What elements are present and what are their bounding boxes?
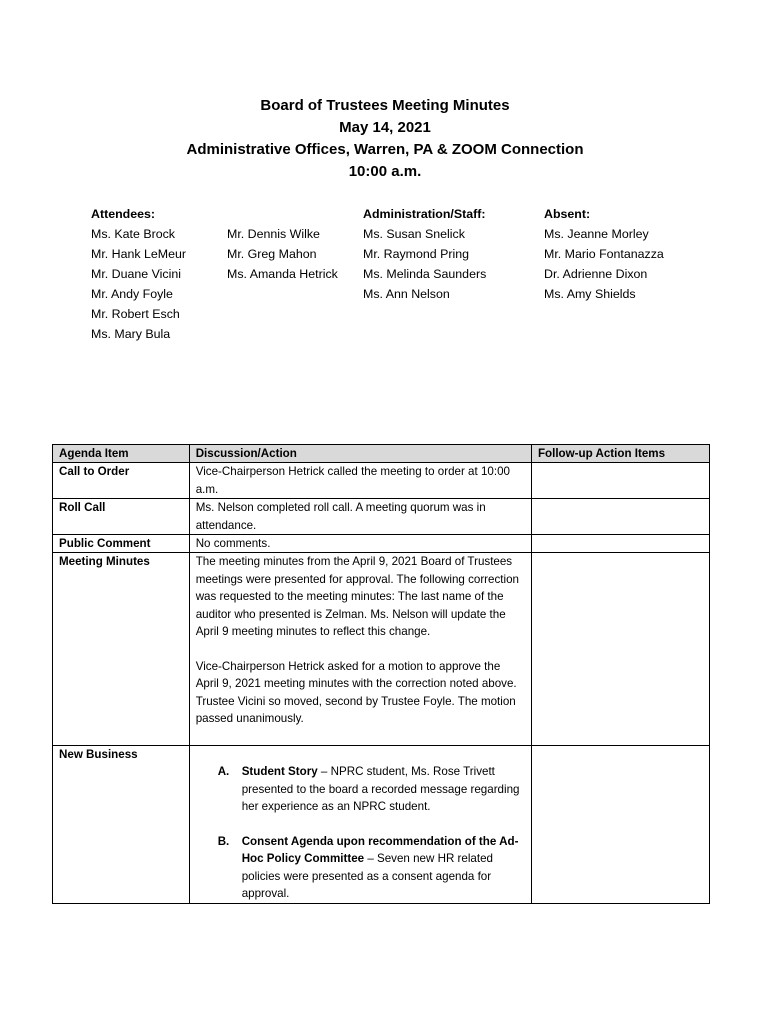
list-item-text: – Seven new HR related policies were presented as a consent agenda for approval. [241,852,493,901]
column-header-discussion: Discussion/Action [189,445,531,463]
discussion-paragraph: Vice-Chairperson Hetrick asked for a motion to approve the April 9, 2021 meeting minutes with the correction noted above. Trustee Vicini so moved, second by Trustee Foyle. The motion passed unanimously. [195,659,517,726]
staff-name: Mr. Raymond Pring [363,247,470,261]
meeting-location: Administrative Offices, Warren, PA & ZOOM Connection [186,141,584,158]
table-row [53,745,710,903]
attendee-name: Ms. Mary Bula [91,327,171,341]
list-item [196,833,525,903]
discussion-cell: Ms. Nelson completed roll call. A meeting quorum was in attendance. [189,499,531,535]
absent-name: Dr. Adrienne Dixon [544,267,648,281]
agenda-item-roll-call: Roll Call [53,499,190,535]
discussion-cell: Vice-Chairperson Hetrick called the meeting to order at 10:00 a.m. [189,463,531,499]
attendees-column-1 [91,204,186,344]
absent-heading: Absent: [544,207,591,221]
list-item-title: Student Story [241,765,318,779]
attendee-name: Mr. Dennis Wilke [227,227,320,241]
attendees-column-2 [227,204,338,284]
discussion-paragraph: The meeting minutes from the April 9, 2021 Board of Trustees meetings were presented for approval. The following correction was requested to the meeting minutes: The last name of the auditor who presented is Zelman. Ms. Nelson will update the April 9 meeting minutes to reflect this change. [195,555,519,639]
list-item-text: – NPRC student, Ms. Rose Trivett presented to the board a recorded message regarding her experience as an NPRC student. [241,765,520,814]
column-header-agenda-item: Agenda Item [53,445,190,463]
discussion-cell: No comments. [189,535,531,553]
followup-cell [531,499,709,535]
followup-cell [531,745,709,903]
attendee-name: Mr. Andy Foyle [91,287,173,301]
attendees-heading: Attendees: [91,207,156,221]
list-item [196,763,525,815]
agenda-item-new-business: New Business [53,745,190,903]
discussion-cell [189,745,531,903]
administration-column [363,204,486,304]
table-row [53,535,710,553]
list-letter: A. [217,765,230,779]
attendee-name: Ms. Amanda Hetrick [227,267,338,281]
document-title: Board of Trustees Meeting Minutes [260,97,510,114]
administration-heading: Administration/Staff: [363,207,486,221]
staff-name: Ms. Ann Nelson [363,287,450,301]
attendee-name: Mr. Duane Vicini [91,267,181,281]
attendee-name: Ms. Kate Brock [91,227,176,241]
absent-name: Mr. Mario Fontanazza [544,247,664,261]
agenda-item-meeting-minutes: Meeting Minutes [53,553,190,745]
agenda-table [52,444,710,904]
agenda-item-call-to-order: Call to Order [53,463,190,499]
staff-name: Ms. Susan Snelick [363,227,465,241]
absent-name: Ms. Amy Shields [544,287,636,301]
agenda-item-public-comment: Public Comment [53,535,190,553]
list-item-title: Consent Agenda upon recommendation of the Ad-Hoc Policy Committee [241,834,519,866]
document-header [0,95,770,183]
followup-cell [531,535,709,553]
column-header-followup: Follow-up Action Items [531,445,709,463]
table-row [53,553,710,745]
table-row [53,499,710,535]
table-header-row [53,445,710,463]
attendee-name: Mr. Hank LeMeur [91,247,187,261]
meeting-date: May 14, 2021 [339,119,431,136]
list-letter: B. [217,834,230,848]
discussion-cell [189,553,531,745]
absent-column [544,204,664,304]
absent-name: Ms. Jeanne Morley [544,227,649,241]
staff-name: Ms. Melinda Saunders [363,267,487,281]
attendee-name: Mr. Greg Mahon [227,247,317,261]
followup-cell [531,463,709,499]
new-business-list [196,763,525,902]
table-row [53,463,710,499]
meeting-time: 10:00 a.m. [348,163,422,180]
attendee-name: Mr. Robert Esch [91,307,180,321]
followup-cell [531,553,709,745]
